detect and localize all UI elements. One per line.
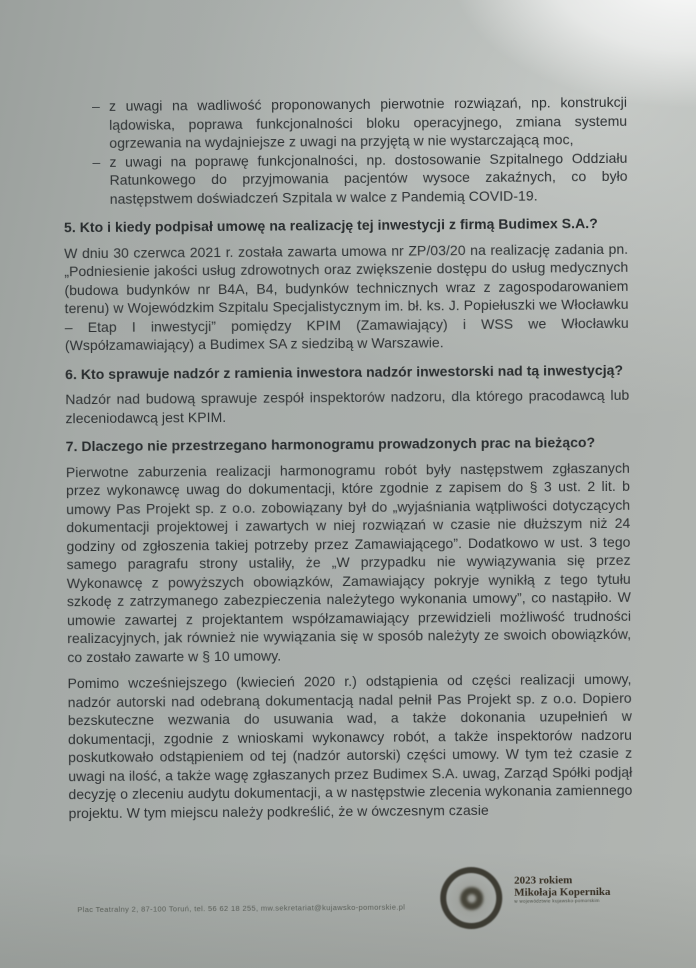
page-footer <box>3 859 696 964</box>
logo-name-line: Mikołaja Kopernika <box>514 885 611 899</box>
bullet-dash: – <box>91 97 100 114</box>
question-heading-5: 5. Kto i kiedy podpisał umowę na realizację tej inwestycji z firmą Budimex S.A.? <box>63 215 598 236</box>
question-heading-6: 6. Kto sprawuje nadzór z ramienia inwestora nadzór inwestorski nad tą inwestycją? <box>65 361 624 382</box>
copernicus-emblem-icon <box>440 867 502 929</box>
bullet-text: z uwagi na wadliwość proponowanych pierwotnie rozwiązań, np. konstrukcji lądowiska, poprawa funkcjonalności bloku operacyjnego, zmiana systemu ogrzewania na wydajniejsze z uwagi na przyjętą w nie wystarczającą moc, <box>108 93 628 151</box>
logo-year-line: 2023 rokiem <box>514 874 573 887</box>
answer-paragraph-7b: Pomimo wcześniejszego (kwiecień 2020 r.) odstąpienia od części realizacji umowy, nadzór autorski nad odebraną dokumentacją nadal pełnił Pas Projekt sp. z o.o. Dopiero bezskuteczne wezwania do usuwania wad, a także dokonania uzupełnień w dokumentacji, zgodnie z wnioskami wykonawcy robót, a także inspektorów nadzoru poskutkowało odstąpieniem od tej (nadzór autorski) części umowy. W tym też czasie z uwagi na ilość, a także wagę zgłaszanych przez Budimex S.A. uwag, Zarząd Spółki podjął decyzję o zleceniu audytu dokumentacji, a w następstwie zlecenia wykonania zamiennego projektu. W tym miejscu należy podkreślić, że w ówczesnym czasie <box>67 670 633 821</box>
list-item <box>92 93 627 153</box>
answer-paragraph-6: Nadzór nad budową sprawuje zespół inspektorów nadzoru, dla którego pracodawcą lub zleceniodawcą jest KPIM. <box>65 386 630 426</box>
page-content <box>63 93 633 822</box>
bullet-dash: – <box>92 153 101 170</box>
bullet-list <box>92 93 628 208</box>
list-item <box>92 148 627 208</box>
footer-address: Plac Teatralny 2, 87-100 Toruń, tel. 56 62 18 255, mw.sekretariat@kujawsko-pomorskie.pl <box>77 902 406 915</box>
bullet-text: z uwagi na poprawę funkcjonalności, np. dostosowanie Szpitalnego Oddziału Ratunkowego do przyjmowania pacjentów wysoce zakaźnych, co było następstwem doświadczeń Szpitala w walce z Pandemią COVID-19. <box>109 149 628 207</box>
copernicus-logo <box>440 866 611 929</box>
copernicus-logo-text <box>514 875 610 905</box>
question-heading-7: 7. Dlaczego nie przestrzegano harmonogramu prowadzonych prac na bieżąco? <box>65 434 596 455</box>
answer-paragraph-5: W dniu 30 czerwca 2021 r. została zawarta umowa nr ZP/03/20 na realizację zadania pn. „Podniesienie jakości usług zdrowotnych oraz zwiększenie dostępu do usług medycznych (budowa budynków nr B4A, B4, budynków technicznych wraz z zagospodarowaniem terenu) w Wojewódzkim Szpitalu Specjalistycznym im. bł. ks. J. Popiełuszki we Włocławku – Etap I inwestycji” pomiędzy KPIM (Zamawiający) i WSS we Włocławku (Współzamawiający) a Budimex SA z siedzibą w Warszawie. <box>64 240 629 354</box>
logo-subtitle-line: w województwie kujawsko-pomorskim <box>514 898 600 904</box>
answer-paragraph-7a: Pierwotne zaburzenia realizacji harmonogramu robót były następstwem zgłaszanych przez wykonawcę uwag do dokumentacji, które zgodnie z zapisem do § 3 ust. 2 lit. b umowy Pas Projekt sp. z o.o. zobowiązany był do „wyjaśniania wątpliwości dotyczących dokumentacji projektowej i zawartych w niej rozwiązań w czasie nie dłuższym niż 24 godziny od zgłoszenia takiej potrzeby przez Zamawiającego”. Dodatkowo w ust. 3 tego samego paragrafu strony ustaliły, że „W przypadku nie wywiązywania się przez Wykonawcę z powyższych obowiązków, Zamawiający pokryje wynikłą z tego tytułu szkodę z zatrzymanego zabezpieczenia należytego wykonania umowy”, co nastąpiło. W umowie zawartej z projektantem współzamawiający przewidzieli możliwość trudności realizacyjnych, jak również nie wywiązania się w sposób należyty ze swoich obowiązków, co zostało zawarte w § 10 umowy. <box>65 459 632 665</box>
